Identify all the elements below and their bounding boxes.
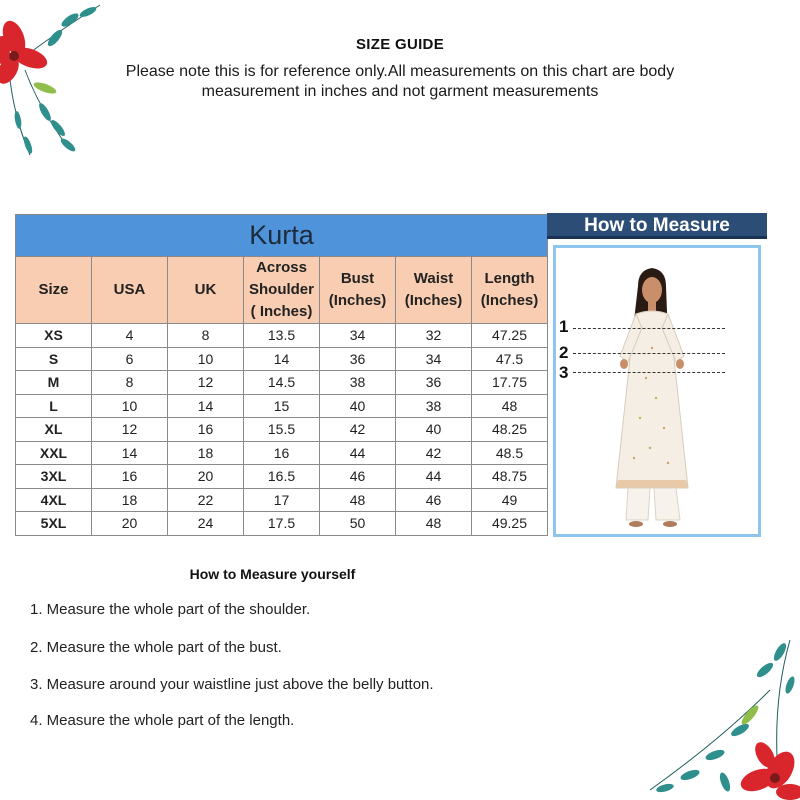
column-header-uk (168, 257, 244, 324)
table-cell: 50 (320, 512, 396, 536)
table-cell: 40 (396, 418, 472, 442)
table-cell: 15.5 (244, 418, 320, 442)
table-cell: 36 (320, 347, 396, 371)
column-header-waist (396, 257, 472, 324)
table-title: Kurta (16, 215, 548, 257)
table-cell: 40 (320, 394, 396, 418)
table-cell: XXL (16, 441, 92, 465)
table-cell: 15 (244, 394, 320, 418)
table-cell: 3XL (16, 465, 92, 489)
column-header-length (472, 257, 548, 324)
instruction-step-2: 2. Measure the whole part of the bust. (30, 639, 282, 656)
column-header-length-l2: (Inches) (480, 292, 539, 309)
table-cell: 48.5 (472, 441, 548, 465)
column-header-across-shoulder (244, 257, 320, 324)
column-header-usa-label: USA (113, 281, 146, 298)
table-cell: 14 (168, 394, 244, 418)
table-cell: 10 (168, 347, 244, 371)
table-cell: 44 (396, 465, 472, 489)
bust-line (573, 353, 725, 354)
floral-decoration-bottom-right-icon (630, 630, 800, 800)
table-cell: 10 (92, 394, 168, 418)
instruction-step-1: 1. Measure the whole part of the shoulder. (30, 601, 311, 618)
reference-note (80, 62, 720, 102)
table-cell: 24 (168, 512, 244, 536)
table-cell: 14.5 (244, 371, 320, 395)
table-cell: 12 (168, 371, 244, 395)
size-chart-body (16, 324, 548, 536)
column-header-size-label: Size (38, 281, 69, 298)
table-cell: 12 (92, 418, 168, 442)
table-cell: 46 (320, 465, 396, 489)
table-cell: M (16, 371, 92, 395)
column-header-bust-l2: (Inches) (328, 292, 387, 309)
table-cell: 49.25 (472, 512, 548, 536)
table-cell: 14 (244, 347, 320, 371)
how-to-measure-banner: How to Measure (547, 213, 767, 239)
table-cell: 16 (92, 465, 168, 489)
table-cell: 48.25 (472, 418, 548, 442)
table-cell: 17.75 (472, 371, 548, 395)
table-cell: 18 (92, 488, 168, 512)
table-cell: 42 (320, 418, 396, 442)
reference-note-line-2: measurement in inches and not garment measurements (201, 83, 599, 100)
table-cell: 34 (320, 324, 396, 348)
table-cell: 46 (396, 488, 472, 512)
table-cell: 38 (320, 371, 396, 395)
column-header-row (16, 257, 548, 324)
shoulder-line (573, 328, 725, 329)
instructions-title: How to Measure yourself (189, 566, 356, 582)
table-cell: 20 (92, 512, 168, 536)
model-photo-frame (553, 245, 761, 537)
table-cell: 47.5 (472, 347, 548, 371)
column-header-across-shoulder-l2: Shoulder (248, 281, 314, 298)
table-cell: 13.5 (244, 324, 320, 348)
reference-note-line-1: Please note this is for reference only.All measurements on this chart are body (125, 63, 675, 80)
table-row (16, 465, 548, 489)
table-cell: XL (16, 418, 92, 442)
column-header-length-l1: Length (484, 270, 535, 287)
table-cell: S (16, 347, 92, 371)
table-cell: 5XL (16, 512, 92, 536)
table-cell: 14 (92, 441, 168, 465)
instruction-step-4: 4. Measure the whole part of the length. (30, 712, 295, 729)
table-cell: 42 (396, 441, 472, 465)
table-cell: 17.5 (244, 512, 320, 536)
table-row (16, 441, 548, 465)
model-figure-icon (556, 248, 758, 534)
column-header-waist-l1: Waist (413, 270, 454, 287)
table-cell: 38 (396, 394, 472, 418)
table-cell: L (16, 394, 92, 418)
measure-marker-shoulder: 1 (559, 317, 569, 336)
table-cell: 16 (244, 441, 320, 465)
table-cell: 32 (396, 324, 472, 348)
table-row (16, 512, 548, 536)
table-cell: 8 (92, 371, 168, 395)
column-header-usa (92, 257, 168, 324)
table-cell: 48 (320, 488, 396, 512)
table-cell: 36 (396, 371, 472, 395)
table-cell: 4XL (16, 488, 92, 512)
column-header-bust (320, 257, 396, 324)
column-header-size (16, 257, 92, 324)
measure-marker-waist: 3 (559, 363, 569, 382)
table-cell: 4 (92, 324, 168, 348)
table-cell: 49 (472, 488, 548, 512)
table-row (16, 394, 548, 418)
column-header-uk-label: UK (194, 281, 217, 298)
measure-marker-bust: 2 (559, 343, 569, 362)
table-cell: 20 (168, 465, 244, 489)
table-cell: 16.5 (244, 465, 320, 489)
waist-line (573, 372, 725, 373)
table-row (16, 488, 548, 512)
table-row (16, 371, 548, 395)
column-header-waist-l2: (Inches) (404, 292, 463, 309)
table-cell: 34 (396, 347, 472, 371)
table-row (16, 324, 548, 348)
page-title: SIZE GUIDE (355, 36, 444, 53)
table-cell: 17 (244, 488, 320, 512)
table-cell: 44 (320, 441, 396, 465)
table-row (16, 418, 548, 442)
size-chart-table (15, 214, 548, 536)
table-cell: 48 (472, 394, 548, 418)
column-header-across-shoulder-l1: Across (256, 259, 307, 276)
table-cell: 18 (168, 441, 244, 465)
column-header-across-shoulder-l3: ( Inches) (250, 303, 313, 320)
table-cell: 47.25 (472, 324, 548, 348)
table-cell: 6 (92, 347, 168, 371)
table-cell: 48 (396, 512, 472, 536)
table-cell: 16 (168, 418, 244, 442)
how-to-measure-panel (547, 213, 767, 537)
table-cell: 48.75 (472, 465, 548, 489)
instruction-step-3: 3. Measure around your waistline just above the belly button. (30, 676, 434, 693)
column-header-bust-l1: Bust (340, 270, 375, 287)
table-cell: 8 (168, 324, 244, 348)
table-cell: 22 (168, 488, 244, 512)
table-cell: XS (16, 324, 92, 348)
table-row (16, 347, 548, 371)
